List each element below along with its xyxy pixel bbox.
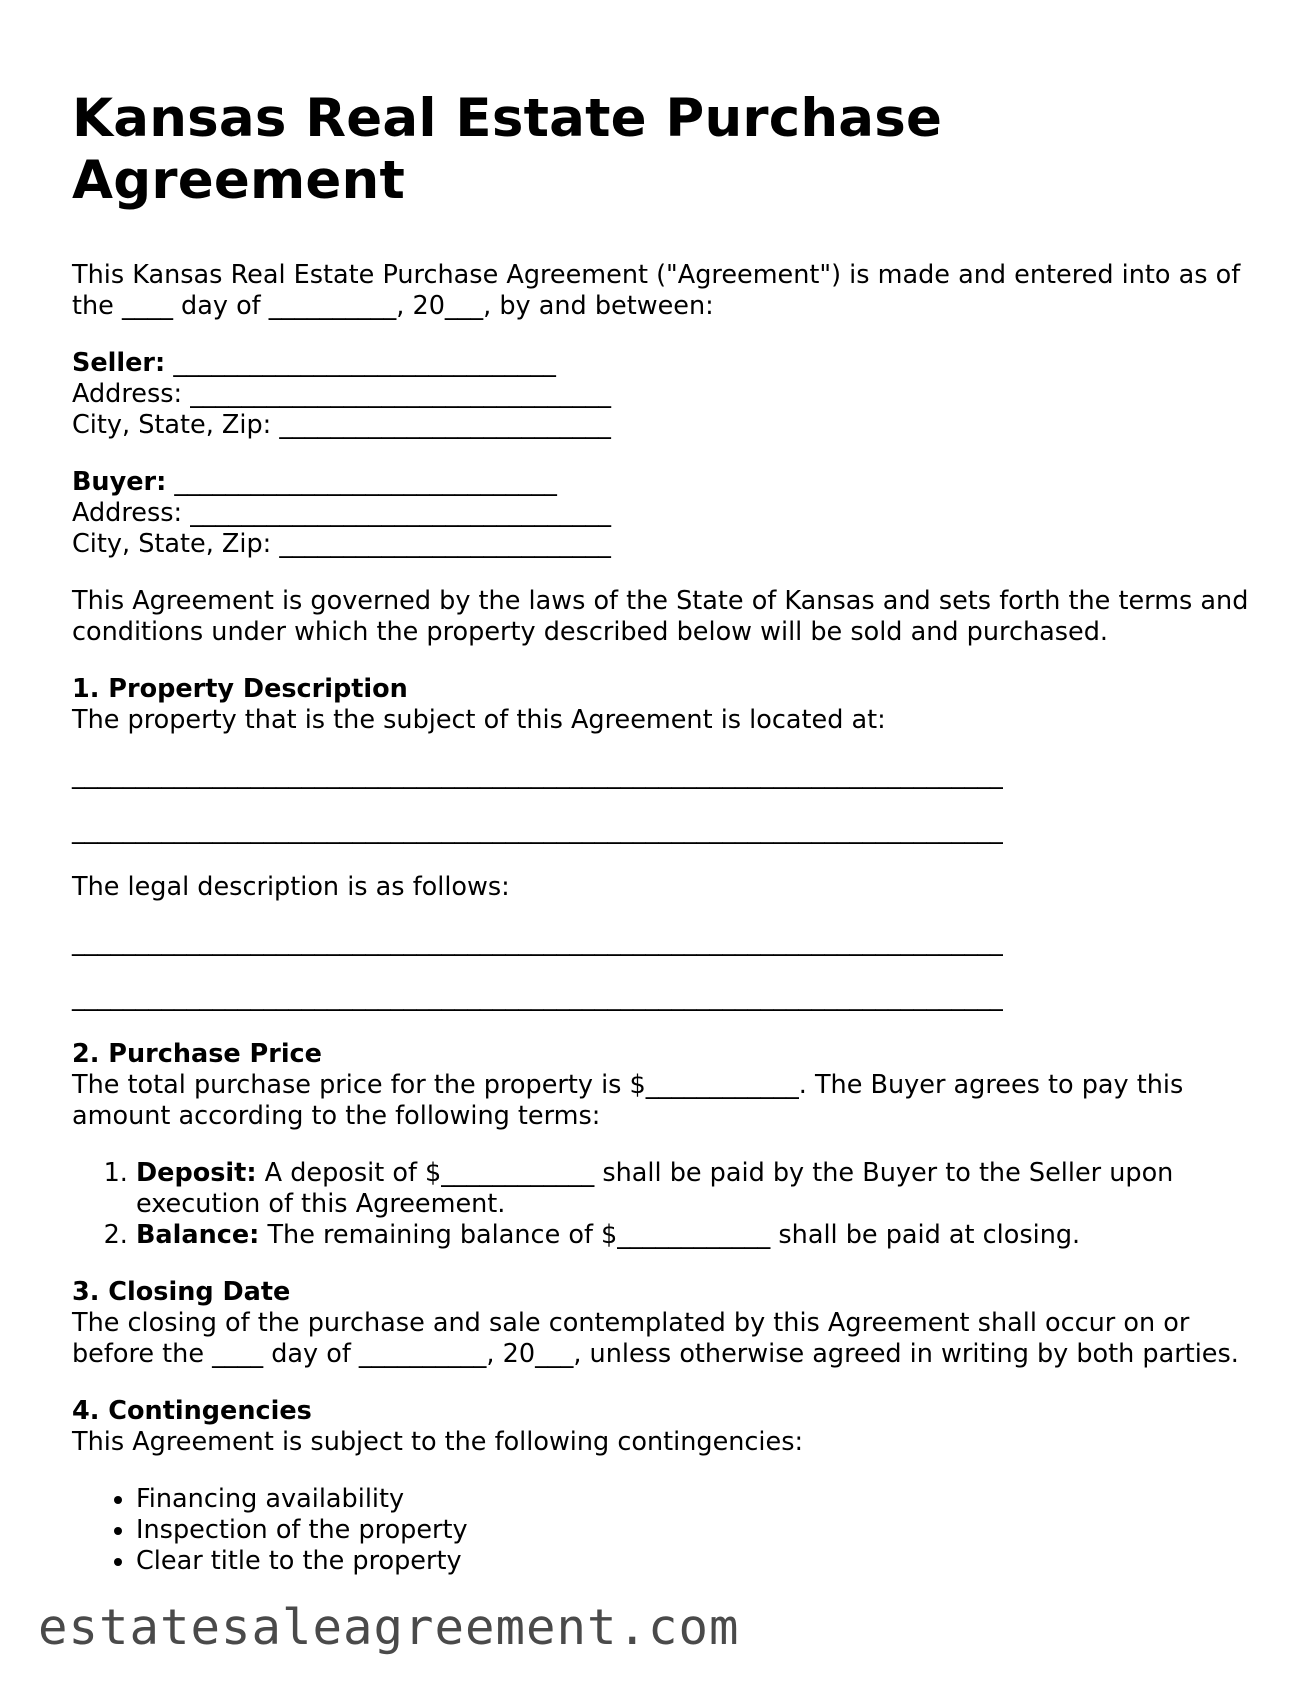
deposit-text: A deposit of $____________ shall be paid by the Buyer to the Seller upon execution of this Agreement. <box>136 1158 1174 1219</box>
property-location-line-1: _________________________________________________________________________ <box>72 760 1003 790</box>
seller-name-blank: ______________________________ <box>165 348 556 378</box>
section-2-title: 2. Purchase Price <box>72 1039 322 1069</box>
intro-paragraph: This Kansas Real Estate Purchase Agreement ("Agreement") is made and entered into as of the ____ day of __________, 20___, by and between: <box>72 260 1241 321</box>
seller-address-row: Address: _________________________________ <box>72 379 611 409</box>
governing-law-paragraph: This Agreement is governed by the laws of the State of Kansas and sets forth the terms and conditions under which the property described below will be sold and purchased. <box>72 586 1249 647</box>
site-watermark: estatesaleagreement.com <box>38 1599 740 1656</box>
seller-city-row: City, State, Zip: __________________________ <box>72 410 611 440</box>
document-title: Kansas Real Estate Purchase Agreement <box>72 88 943 211</box>
payment-terms-list <box>72 1158 1252 1251</box>
payment-term-balance <box>136 1220 1252 1251</box>
buyer-city-row: City, State, Zip: __________________________ <box>72 529 611 559</box>
contingencies-list <box>72 1484 1252 1577</box>
payment-term-deposit <box>136 1158 1252 1220</box>
section-3-text: The closing of the purchase and sale contemplated by this Agreement shall occur on or before the ____ day of __________, 20___, unless otherwise agreed in writing by both parties. <box>72 1308 1239 1369</box>
list-item: • Inspection of the property <box>136 1515 1252 1546</box>
seller-name-row <box>72 348 1252 379</box>
balance-label: Balance: <box>136 1220 260 1250</box>
legal-description-text: The legal description is as follows: <box>72 872 510 902</box>
buyer-name-blank: ______________________________ <box>166 467 557 497</box>
legal-description-line-1: _________________________________________________________________________ <box>72 927 1003 957</box>
buyer-block <box>72 467 1252 560</box>
legal-description-line-2: _________________________________________________________________________ <box>72 982 1003 1012</box>
section-4-text: This Agreement is subject to the following contingencies: <box>72 1427 804 1457</box>
deposit-label: Deposit: <box>136 1158 257 1188</box>
balance-text: The remaining balance of $____________ shall be paid at closing. <box>259 1220 1081 1250</box>
section-3-title: 3. Closing Date <box>72 1277 291 1307</box>
section-1-title: 1. Property Description <box>72 674 408 704</box>
section-2-text: The total purchase price for the property is $____________. The Buyer agrees to pay this amount according to the following terms: <box>72 1070 1184 1131</box>
property-location-line-2: _________________________________________________________________________ <box>72 815 1003 845</box>
list-item: • Clear title to the property <box>136 1546 1252 1577</box>
section-1-text: The property that is the subject of this Agreement is located at: <box>72 705 886 735</box>
seller-block <box>72 348 1252 441</box>
document-page <box>72 88 1252 1577</box>
buyer-name-row <box>72 467 1252 498</box>
list-item: • Financing availability <box>136 1484 1252 1515</box>
buyer-address-row: Address: _________________________________ <box>72 498 611 528</box>
seller-label: Seller: <box>72 348 166 378</box>
buyer-label: Buyer: <box>72 467 167 497</box>
section-4-title: 4. Contingencies <box>72 1396 312 1426</box>
